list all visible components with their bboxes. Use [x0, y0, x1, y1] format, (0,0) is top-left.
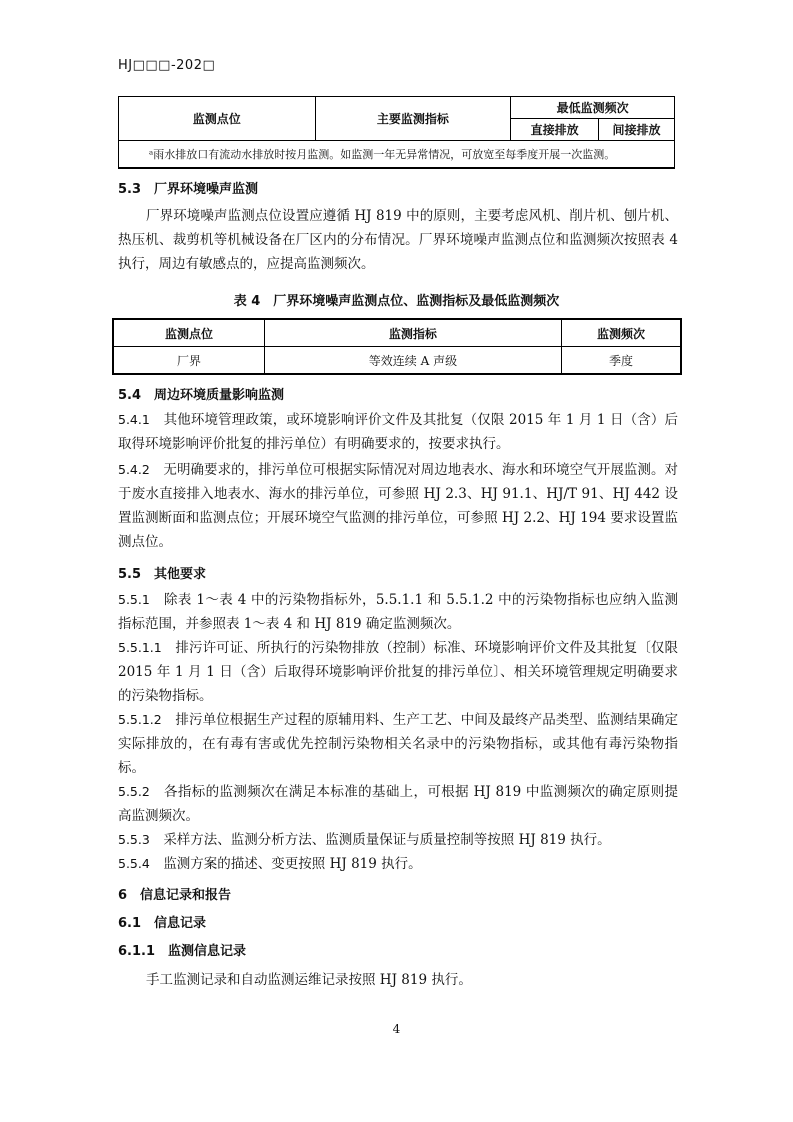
- header-code: HJ□□□-202□: [118, 58, 216, 73]
- clause-5-5-1-2: [118, 708, 678, 780]
- clause-number: 5.4.2: [118, 462, 150, 477]
- t4-header-indicator: 监测指标: [264, 319, 561, 347]
- section-6-1-title: 6.1 信息记录: [118, 916, 207, 931]
- clause-number: 5.5.2: [118, 784, 150, 799]
- clause-text: 无明确要求的，排污单位可根据实际情况对周边地表水、海水和环境空气开展监测。对于废水直接排入地表水、海水的排污单位，可参照 HJ 2.3、HJ 91.1、HJ/T 91、HJ 442 设置监测断面和监测点位；开展环境空气监测的排污单位，可参照 HJ 2.2、HJ 194 要求设置监测点位。: [118, 462, 679, 550]
- table-4-caption: 表 4 厂界环境噪声监测点位、监测指标及最低监测频次: [233, 294, 560, 309]
- t4-header-frequency: 监测频次: [561, 319, 681, 347]
- clause-number: 5.5.4: [118, 856, 150, 871]
- col-header-direct: 直接排放: [511, 119, 599, 141]
- section-6-1-1-paragraph: 手工监测记录和自动监测运维记录按照 HJ 819 执行。: [146, 972, 472, 988]
- clause-text: 各指标的监测频次在满足本标准的基础上，可根据 HJ 819 中监测频次的确定原则提高监测频次。: [118, 784, 679, 824]
- section-5-5-title: 5.5 其他要求: [118, 567, 207, 582]
- clause-number: 5.5.1.2: [118, 712, 162, 727]
- table-3-continued: [118, 96, 675, 169]
- col-header-indirect: 间接排放: [599, 119, 675, 141]
- clause-5-5-2: [118, 780, 678, 828]
- clause-text: 监测方案的描述、变更按照 HJ 819 执行。: [163, 856, 422, 872]
- clause-5-5-4: [118, 852, 678, 876]
- clause-text: 其他环境管理政策，或环境影响评价文件及其批复（仅限 2015 年 1 月 1 日（含）后取得环境影响评价批复的排污单位）有明确要求的，按要求执行。: [118, 412, 679, 452]
- col-header-frequency: 最低监测频次: [511, 97, 675, 119]
- t4-cell-point: 厂界: [113, 347, 264, 375]
- clause-number: 5.5.1: [118, 592, 150, 607]
- clause-5-5-1: [118, 588, 678, 636]
- clause-5-4-2: [118, 458, 678, 554]
- section-5-4-title: 5.4 周边环境质量影响监测: [118, 388, 285, 403]
- clause-number: 5.4.1: [118, 412, 150, 427]
- clause-number: 5.5.1.1: [118, 640, 162, 655]
- section-6-title: 6 信息记录和报告: [118, 888, 232, 903]
- clause-5-5-3: [118, 828, 678, 852]
- t4-cell-indicator: 等效连续 A 声级: [264, 347, 561, 375]
- clause-5-4-1: [118, 408, 678, 456]
- clause-text: 排污许可证、所执行的污染物排放（控制）标准、环境影响评价文件及其批复〔仅限 2015 年 1 月 1 日（含）后取得环境影响评价批复的排污单位〕、相关环境管理规定明确要求的污染物指标。: [118, 640, 678, 704]
- clause-text: 除表 1～表 4 中的污染物指标外，5.5.1.1 和 5.5.1.2 中的污染物指标也应纳入监测指标范围，并参照表 1～表 4 和 HJ 819 确定监测频次。: [118, 592, 678, 632]
- page-number: 4: [392, 1022, 401, 1036]
- table-note: ᵃ雨水排放口有流动水排放时按月监测。如监测一年无异常情况，可放宽至每季度开展一次监测。: [119, 141, 675, 169]
- table-4: [112, 318, 682, 375]
- clause-text: 采样方法、监测分析方法、监测质量保证与质量控制等按照 HJ 819 执行。: [163, 832, 611, 848]
- section-5-3-title: 5.3 厂界环境噪声监测: [118, 182, 259, 197]
- col-header-indicator: 主要监测指标: [315, 97, 511, 141]
- t4-header-point: 监测点位: [113, 319, 264, 347]
- section-6-1-1-title: 6.1.1 监测信息记录: [118, 944, 247, 959]
- col-header-point: 监测点位: [119, 97, 316, 141]
- clause-5-5-1-1: [118, 636, 678, 708]
- clause-text: 排污单位根据生产过程的原辅用料、生产工艺、中间及最终产品类型、监测结果确定实际排放的，在有毒有害或优先控制污染物相关名录中的污染物指标，或其他有毒污染物指标。: [118, 712, 678, 776]
- clause-number: 5.5.3: [118, 832, 150, 847]
- t4-cell-frequency: 季度: [561, 347, 681, 375]
- section-5-3-paragraph: 厂界环境噪声监测点位设置应遵循 HJ 819 中的原则，主要考虑风机、削片机、刨片机、热压机、裁剪机等机械设备在厂区内的分布情况。厂界环境噪声监测点位和监测频次按照表 4 执行，周边有敏感点的，应提高监测频次。: [118, 208, 678, 272]
